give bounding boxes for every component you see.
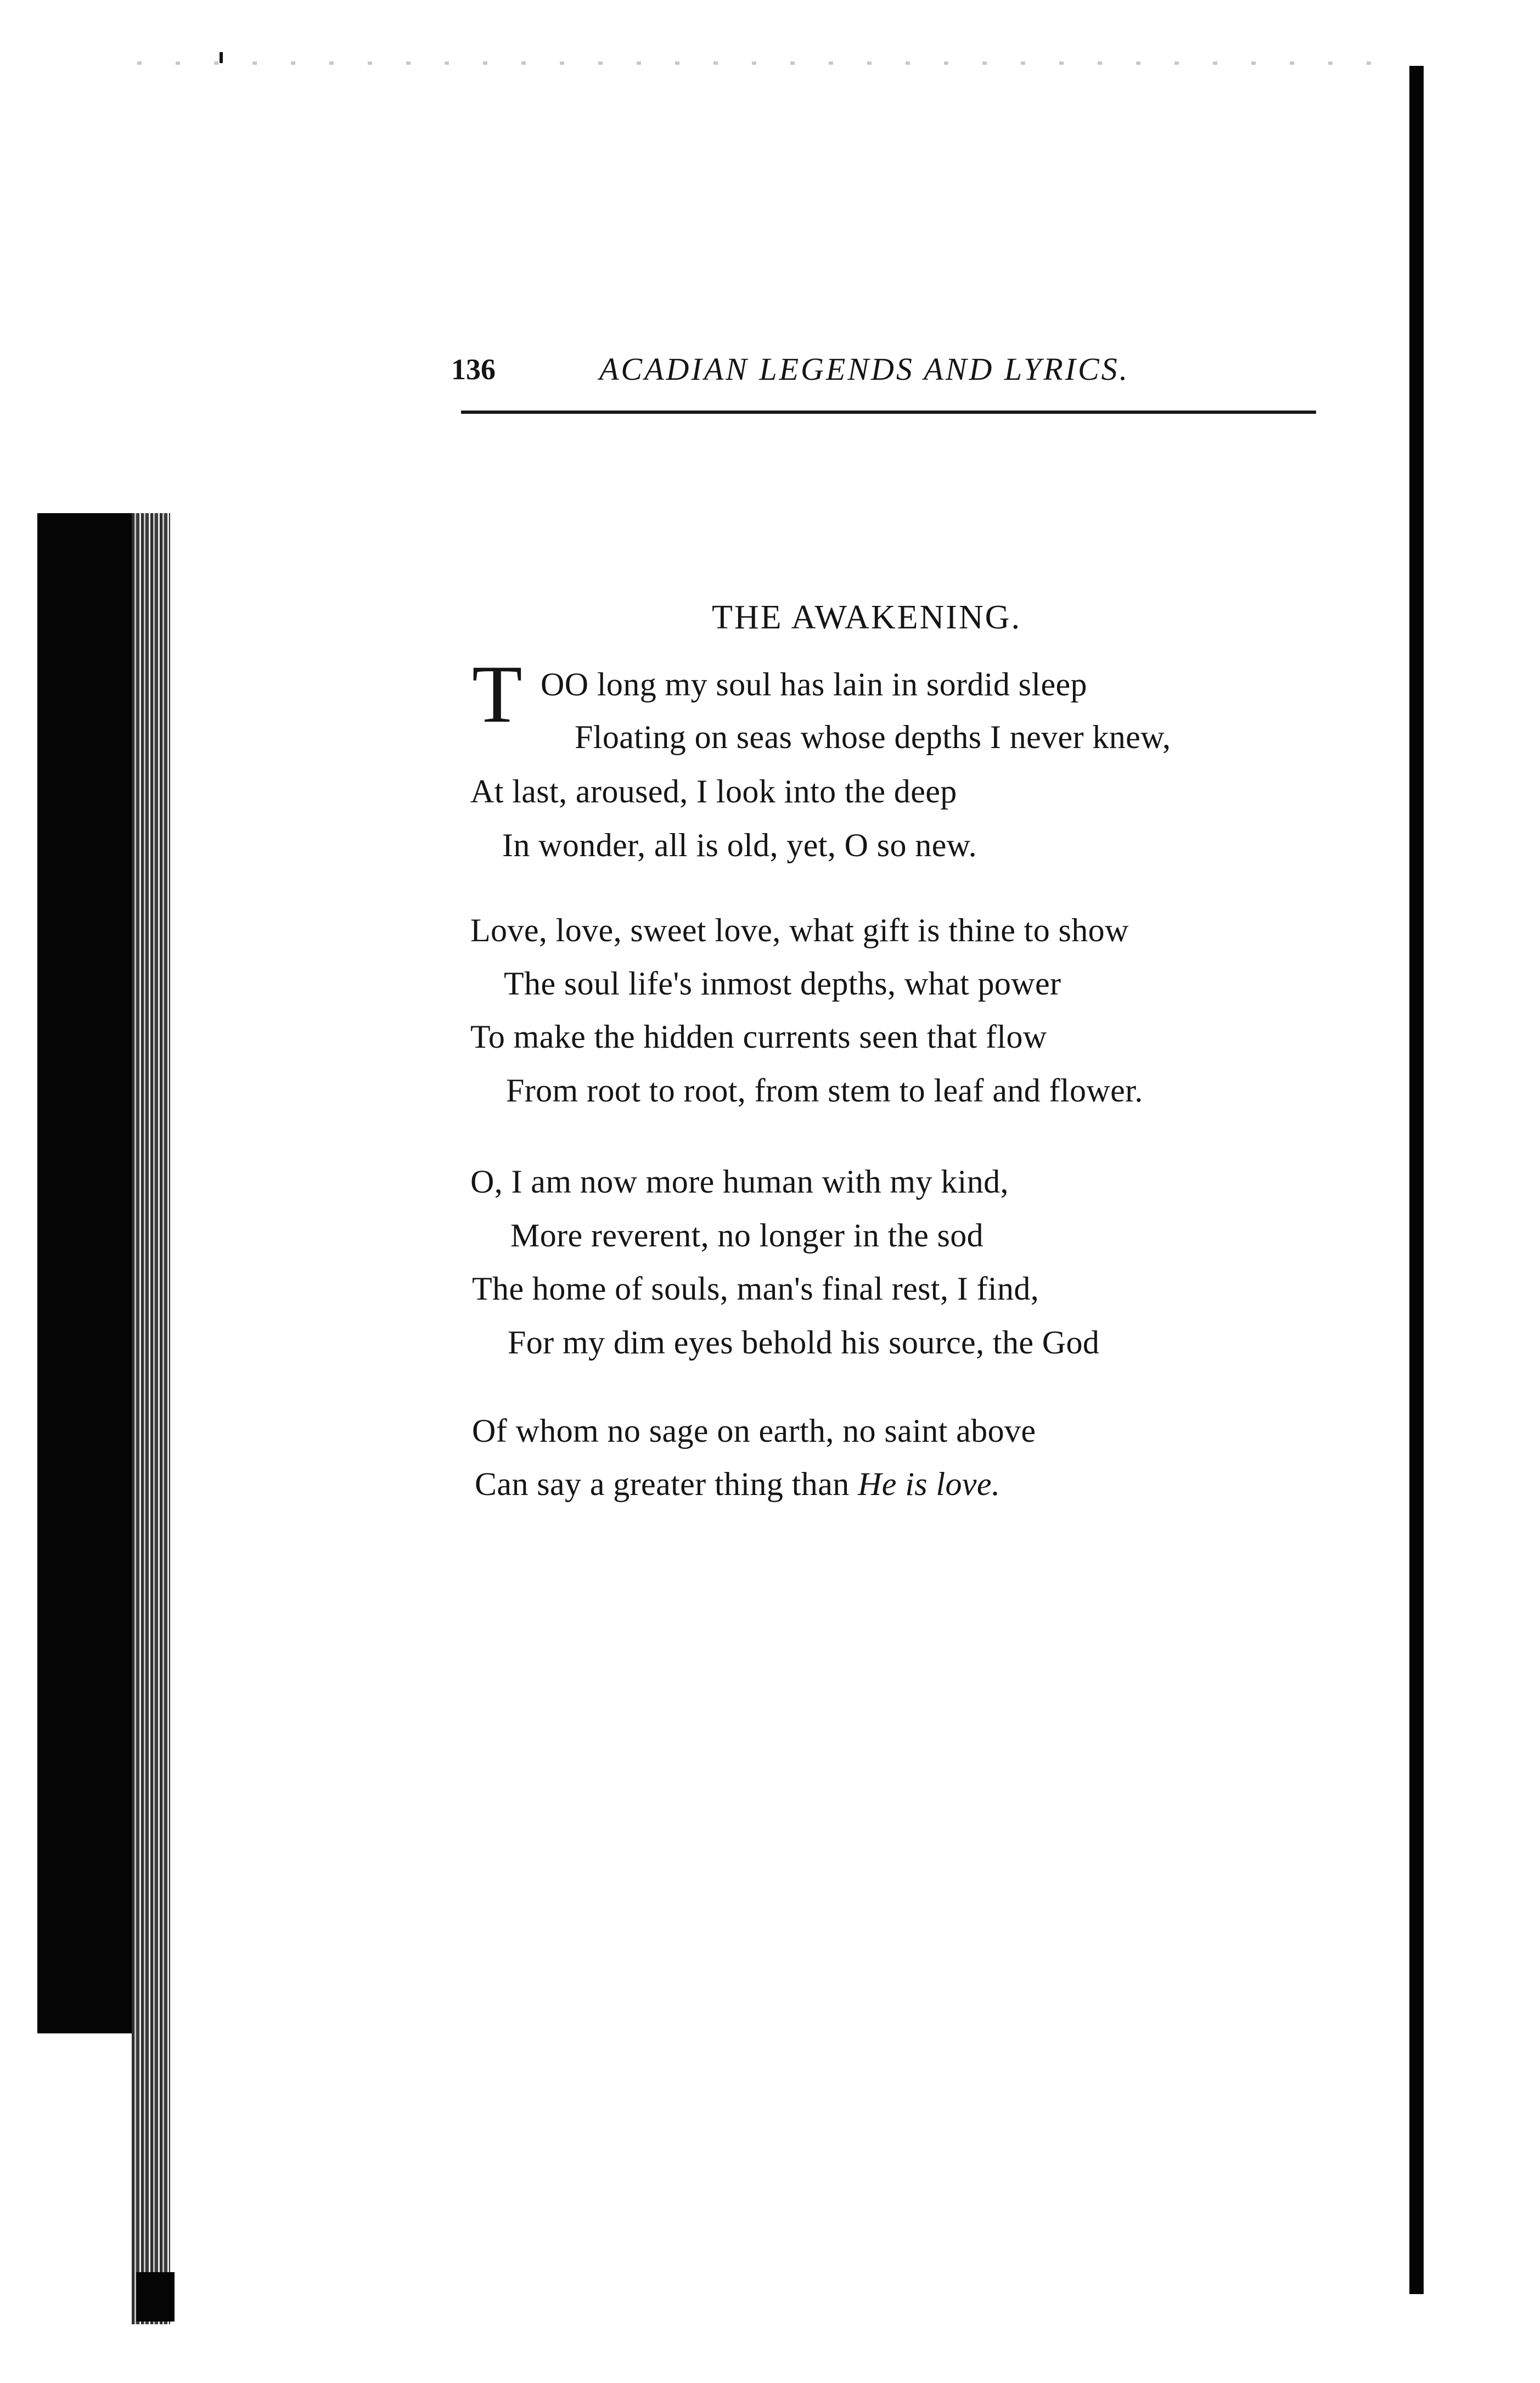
- poem-title: THE AWAKENING.: [712, 599, 1021, 636]
- poem-line: To make the hidden currents seen that flow: [470, 1019, 1047, 1055]
- emphasized-phrase: He is love.: [858, 1466, 1001, 1502]
- poem-line: Love, love, sweet love, what gift is thine to show: [470, 912, 1129, 948]
- scan-binding-corner: [136, 2272, 175, 2322]
- running-head: [451, 345, 1319, 394]
- poem-line: At last, aroused, I look into the deep: [470, 773, 957, 810]
- page-number: 136: [451, 353, 496, 386]
- poem-line: For my dim eyes behold his source, the God: [508, 1324, 1100, 1361]
- scan-binding-gutter: [132, 513, 170, 2324]
- scan-left-shadow: [37, 513, 132, 2033]
- poem-line: OO long my soul has lain in sordid sleep: [541, 666, 1087, 702]
- poem-line: The home of souls, man's final rest, I find,: [472, 1271, 1039, 1307]
- drop-cap: T: [472, 649, 522, 740]
- poem-line: Of whom no sage on earth, no saint above: [472, 1413, 1036, 1449]
- poem-line: The soul life's inmost depths, what power: [504, 965, 1061, 1002]
- poem-line: In wonder, all is old, yet, O so new.: [502, 827, 977, 863]
- poem-line-text: Can say a greater thing than: [475, 1466, 858, 1502]
- poem-line: Floating on seas whose depths I never knew,: [575, 719, 1171, 755]
- scan-right-edge: [1409, 66, 1424, 2294]
- header-rule: [461, 411, 1316, 414]
- poem-line: O, I am now more human with my kind,: [470, 1164, 1009, 1200]
- poem-line-final: [475, 1462, 1000, 1506]
- poem-line: From root to root, from stem to leaf and flower.: [506, 1072, 1143, 1109]
- scan-speckle: [137, 61, 1400, 65]
- poem-line: More reverent, no longer in the sod: [510, 1217, 984, 1254]
- scan-mark: [220, 52, 223, 63]
- running-title: ACADIAN LEGENDS AND LYRICS.: [599, 351, 1130, 387]
